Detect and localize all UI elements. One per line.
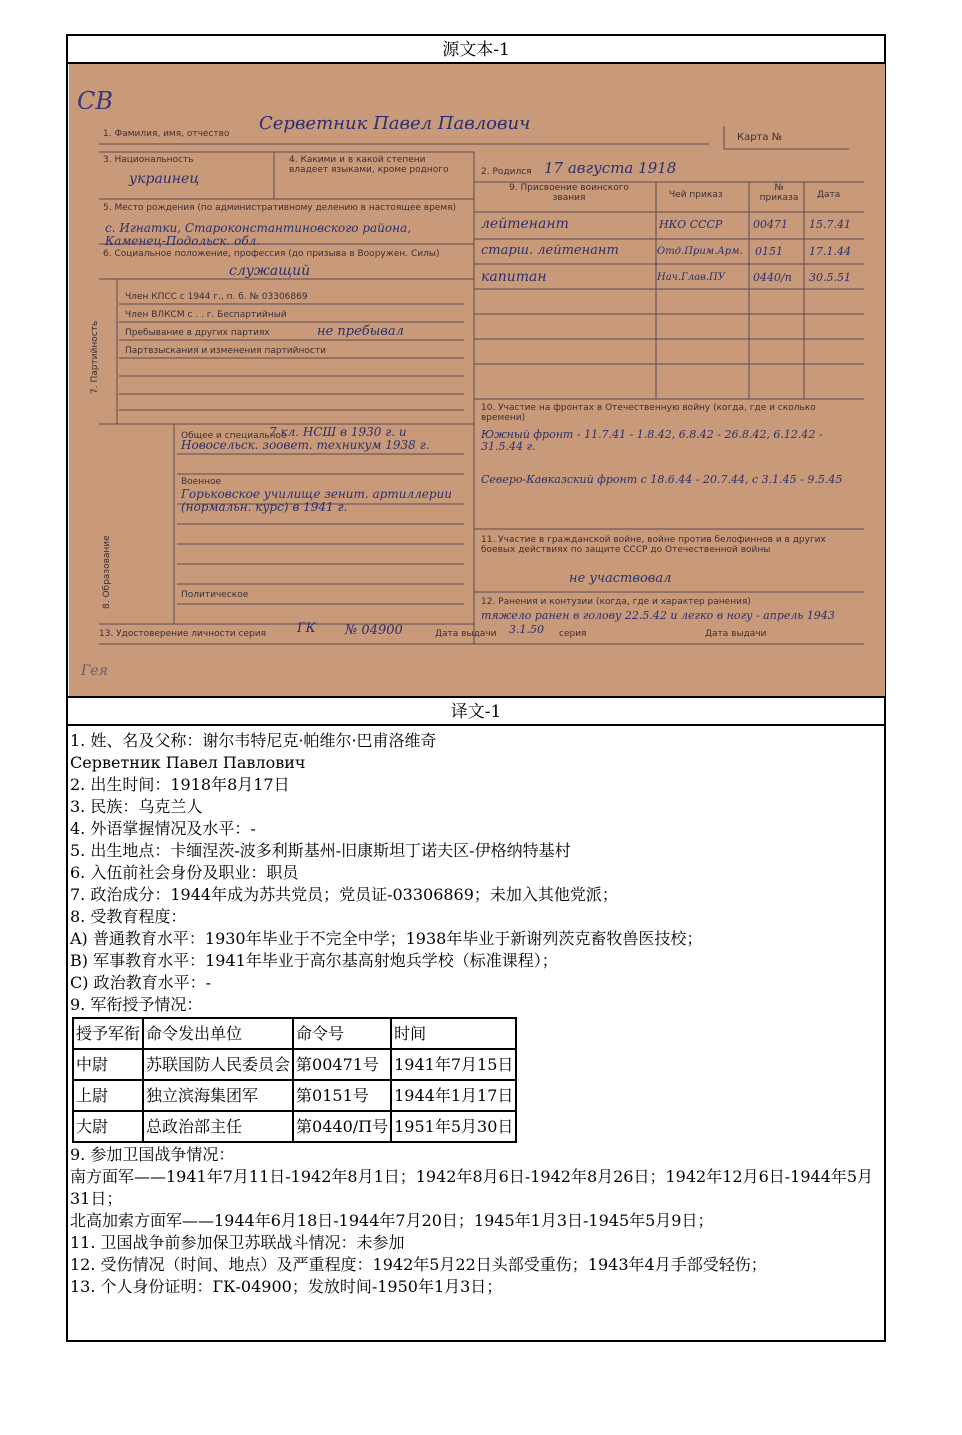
field-9-col-order-no: № приказа — [759, 183, 799, 203]
field-7-line-3-value: не пребывал — [317, 324, 404, 339]
rank-3-date: 30.5.51 — [809, 271, 851, 284]
field-8-military-value: Горьковское училище зенит. артиллерии (нормальн. курс) в 1941 г. — [181, 487, 452, 515]
field-7-line-3: Пребывание в других партиях — [125, 328, 270, 338]
translation-line: 2. 出生时间：1918年8月17日 — [70, 775, 290, 794]
translation-line: 8. 受教育程度： — [70, 907, 187, 926]
field-7-side-label: 7. Партийность — [90, 320, 100, 394]
rank-2-date: 17.1.44 — [809, 245, 851, 258]
rank-table — [72, 1017, 517, 1143]
rank-table-header-cell: 命令发出单位 — [143, 1018, 293, 1049]
field-13-series-2-label: серия — [559, 629, 587, 639]
rank-3-no: 0440/п — [753, 271, 792, 284]
table-cell: 独立滨海集团军 — [143, 1080, 293, 1111]
rank-1-name: лейтенант — [481, 216, 569, 232]
field-9-col-order-by: Чей приказ — [669, 190, 723, 200]
field-12-value: тяжело ранен в голову 22.5.42 и легко в ногу - апрель 1943 — [481, 609, 835, 622]
translation-line: 1. 姓、名及父称：谢尔韦特尼克·帕维尔·巴甫洛维奇 — [70, 731, 437, 750]
document-frame — [66, 34, 886, 1342]
field-3-label: 3. Национальность — [103, 155, 194, 165]
field-9-col-rank: 9. Присвоение воинского звания — [509, 183, 629, 203]
field-6-label: 6. Социальное положение, профессия (до призыва в Вооружен. Силы) — [103, 249, 440, 259]
translation-line: 4. 外语掌握情况及水平：- — [70, 819, 256, 838]
field-10-value-2: Северо-Кавказский фронт с 18.6.44 - 20.7.44, с 3.1.45 - 9.5.45 — [481, 473, 843, 486]
field-1-value: Серветник Павел Павлович — [259, 113, 531, 134]
translation-line: 9. 参加卫国战争情况： — [70, 1145, 235, 1164]
table-cell: 上尉 — [73, 1080, 143, 1111]
rank-3-name: капитан — [481, 269, 547, 285]
field-8-political-label: Политическое — [181, 590, 249, 600]
table-row — [73, 1111, 516, 1142]
field-11-value: не участвовал — [569, 571, 672, 586]
field-4-label: 4. Какими и в какой степени владеет языками, кроме родного — [289, 155, 449, 175]
translation-line: Серветник Павел Павлович — [70, 753, 306, 772]
translation-line: 13. 个人身份证明：ГК-04900；发放时间-1950年1月3日； — [70, 1277, 503, 1296]
field-13-date-label: Дата выдачи — [435, 629, 497, 639]
field-13-series: ГК — [297, 621, 316, 636]
translation-line: 南方面军——1941年7月11日-1942年8月1日；1942年8月6日-1942年8月26日；1942年12月6日-1944年5月31日； — [70, 1167, 874, 1208]
translation-line: C) 政治教育水平：- — [70, 973, 211, 992]
corner-mark: СВ — [77, 87, 113, 115]
table-row — [73, 1080, 516, 1111]
field-13-label: 13. Удостоверение личности серия — [99, 629, 266, 639]
rank-table-header-cell: 时间 — [391, 1018, 516, 1049]
translation-line: 7. 政治成分：1944年成为苏共党员；党员证-03306869；未加入其他党派； — [70, 885, 618, 904]
field-8-side-label: 8. Образование — [102, 535, 112, 609]
rank-3-by: Нач.Глав.ПУ — [657, 272, 725, 283]
translation-line: 9. 军衔授予情况： — [70, 995, 203, 1014]
field-13-number: № 04900 — [345, 623, 403, 638]
field-7-line-2: Член ВЛКСМ с . . г. Беспартийный — [125, 310, 287, 320]
field-8-military-label: Военное — [181, 477, 222, 487]
table-cell: 第00471号 — [293, 1049, 391, 1080]
field-7-line-4: Партвзыскания и изменения партийности — [125, 346, 326, 356]
translation-line: 11. 卫国战争前参加保卫苏联战斗情况：未参加 — [70, 1233, 405, 1252]
archive-card-scan — [69, 64, 885, 696]
rank-2-no: 0151 — [755, 245, 783, 258]
field-6-value: служащий — [229, 263, 311, 279]
rank-1-by: НКО СССР — [659, 218, 723, 231]
rank-2-name: старш. лейтенант — [481, 243, 619, 258]
card-number-label: Карта № — [737, 132, 783, 143]
table-cell: 总政治部主任 — [143, 1111, 293, 1142]
field-8-general-value: 7 кл. НСШ в 1930 г. и Новосельск. зоовет. техникум 1938 г. — [181, 425, 430, 453]
field-9-col-date: Дата — [817, 190, 841, 200]
table-row — [73, 1049, 516, 1080]
rank-2-by: Отд.Прим.Арм. — [657, 246, 743, 257]
table-cell: 大尉 — [73, 1111, 143, 1142]
field-10-label: 10. Участие на фронтах в Отечественную войну (когда, где и сколько времени) — [481, 403, 816, 423]
field-5-value: с. Игнатки, Староконстантиновского района, Каменец-Подольск. обл. — [105, 221, 412, 249]
translation-title: 译文-1 — [68, 696, 884, 726]
field-5-label: 5. Место рождения (по административному делению в настоящее время) — [103, 203, 457, 213]
field-2-label: 2. Родился — [481, 167, 532, 177]
table-cell: 1941年7月15日 — [391, 1049, 516, 1080]
source-title: 源文本-1 — [68, 36, 884, 64]
translation-line: B) 军事教育水平：1941年毕业于高尔基高射炮兵学校（标准课程）； — [70, 951, 558, 970]
rank-table-header-cell: 命令号 — [293, 1018, 391, 1049]
field-7-line-1: Член КПСС с 1944 г., п. б. № 03306869 — [125, 292, 308, 302]
field-10-value-1: Южный фронт - 11.7.41 - 1.8.42, 6.8.42 - 26.8.42, 6.12.42 - 31.5.44 г. — [481, 428, 823, 454]
translation-line: 5. 出生地点：卡缅涅茨-波多利斯基州-旧康斯坦丁诺夫区-伊格纳特基村 — [70, 841, 571, 860]
translation-line: 6. 入伍前社会身份及职业：职员 — [70, 863, 299, 882]
table-cell: 第0151号 — [293, 1080, 391, 1111]
field-13-date: 3.1.50 — [509, 623, 544, 636]
translation-line: A) 普通教育水平：1930年毕业于不完全中学；1938年毕业于新谢列茨克畜牧兽医技校； — [70, 929, 703, 948]
table-cell: 1951年5月30日 — [391, 1111, 516, 1142]
table-cell: 苏联国防人民委员会 — [143, 1049, 293, 1080]
field-13-date-2-label: Дата выдачи — [705, 629, 767, 639]
field-12-label: 12. Ранения и контузии (когда, где и характер ранения) — [481, 597, 751, 607]
translation-line: 北高加索方面军——1944年6月18日-1944年7月20日；1945年1月3日-1945年5月9日； — [70, 1211, 714, 1230]
field-3-value: украинец — [129, 171, 200, 187]
bottom-mark: Гея — [81, 663, 108, 679]
table-cell: 1944年1月17日 — [391, 1080, 516, 1111]
table-cell: 中尉 — [73, 1049, 143, 1080]
translation-line: 12. 受伤情况（时间、地点）及严重程度：1942年5月22日头部受重伤；1943年4月手部受轻伤； — [70, 1255, 767, 1274]
table-cell: 第0440/П号 — [293, 1111, 391, 1142]
translation-body — [68, 726, 884, 1298]
rank-table-header — [73, 1018, 516, 1049]
field-2-value: 17 августа 1918 — [544, 159, 677, 177]
translation-line: 3. 民族：乌克兰人 — [70, 797, 203, 816]
field-11-label: 11. Участие в гражданской войне, войне против белофиннов и в других боевых действиях по защите СССР до Отечественной войны — [481, 535, 826, 555]
field-8-general-label: Общее и специальное — [181, 431, 287, 441]
rank-1-date: 15.7.41 — [809, 218, 851, 231]
rank-1-no: 00471 — [753, 218, 788, 231]
rank-table-header-cell: 授予军衔 — [73, 1018, 143, 1049]
field-1-label: 1. Фамилия, имя, отчество — [103, 129, 230, 139]
